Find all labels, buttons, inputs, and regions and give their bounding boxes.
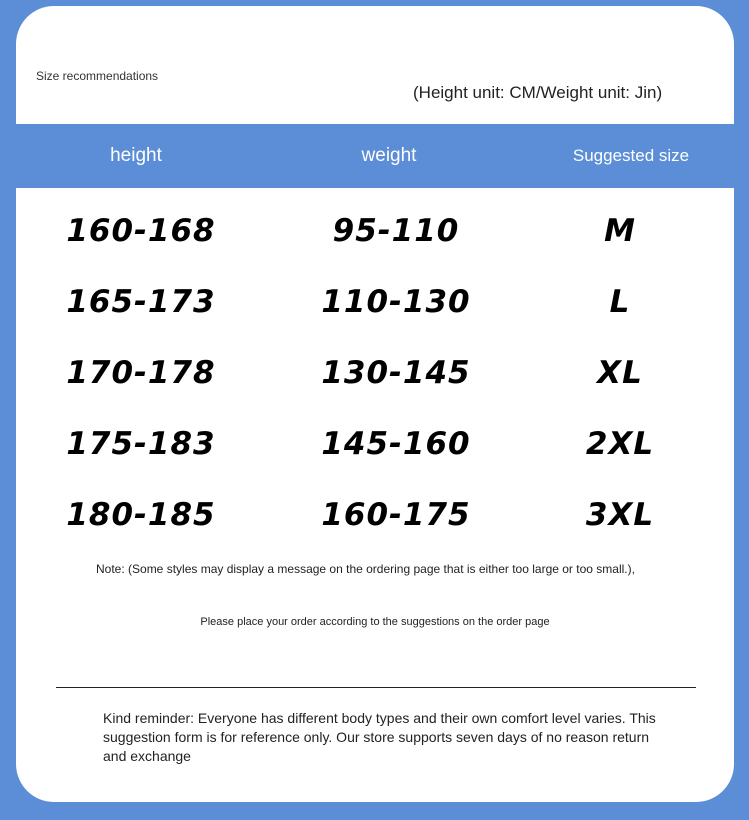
weight-cell: 145-160: [321, 426, 471, 462]
size-chart-card: [16, 6, 734, 802]
page-title: Size recommendations: [36, 69, 159, 83]
table-row: [16, 282, 734, 322]
height-cell: 165-173: [66, 284, 216, 320]
weight-cell: 130-145: [321, 355, 471, 391]
size-cell: M: [604, 213, 636, 249]
styles-note: Note: (Some styles may display a message on the ordering page that is either too large or too small.),: [96, 562, 635, 576]
table-row: [16, 424, 734, 464]
kind-reminder: Kind reminder: Everyone has different body types and their own comfort level varies. This suggestion form is for reference only. Our store supports seven days of no reason return and exchange: [103, 710, 656, 764]
size-cell: 3XL: [585, 497, 655, 533]
column-header-height: height: [110, 145, 162, 166]
weight-cell: 160-175: [321, 497, 471, 533]
height-cell: 175-183: [66, 426, 216, 462]
order-note: Please place your order according to the suggestions on the order page: [200, 616, 550, 628]
height-cell: 180-185: [66, 497, 216, 533]
table-row: [16, 495, 734, 535]
size-cell: 2XL: [585, 426, 655, 462]
height-cell: 160-168: [66, 213, 216, 249]
size-cell: XL: [597, 355, 643, 391]
column-header-weight: weight: [361, 145, 417, 166]
height-cell: 170-178: [66, 355, 216, 391]
unit-note: (Height unit: CM/Weight unit: Jin): [413, 83, 663, 102]
table-row: [16, 353, 734, 393]
weight-cell: 95-110: [332, 213, 460, 249]
table-header: [16, 124, 734, 188]
divider: [56, 687, 696, 688]
weight-cell: 110-130: [321, 284, 471, 320]
table-row: [16, 211, 734, 251]
column-header-size: Suggested size: [572, 146, 690, 165]
size-cell: L: [609, 284, 631, 320]
